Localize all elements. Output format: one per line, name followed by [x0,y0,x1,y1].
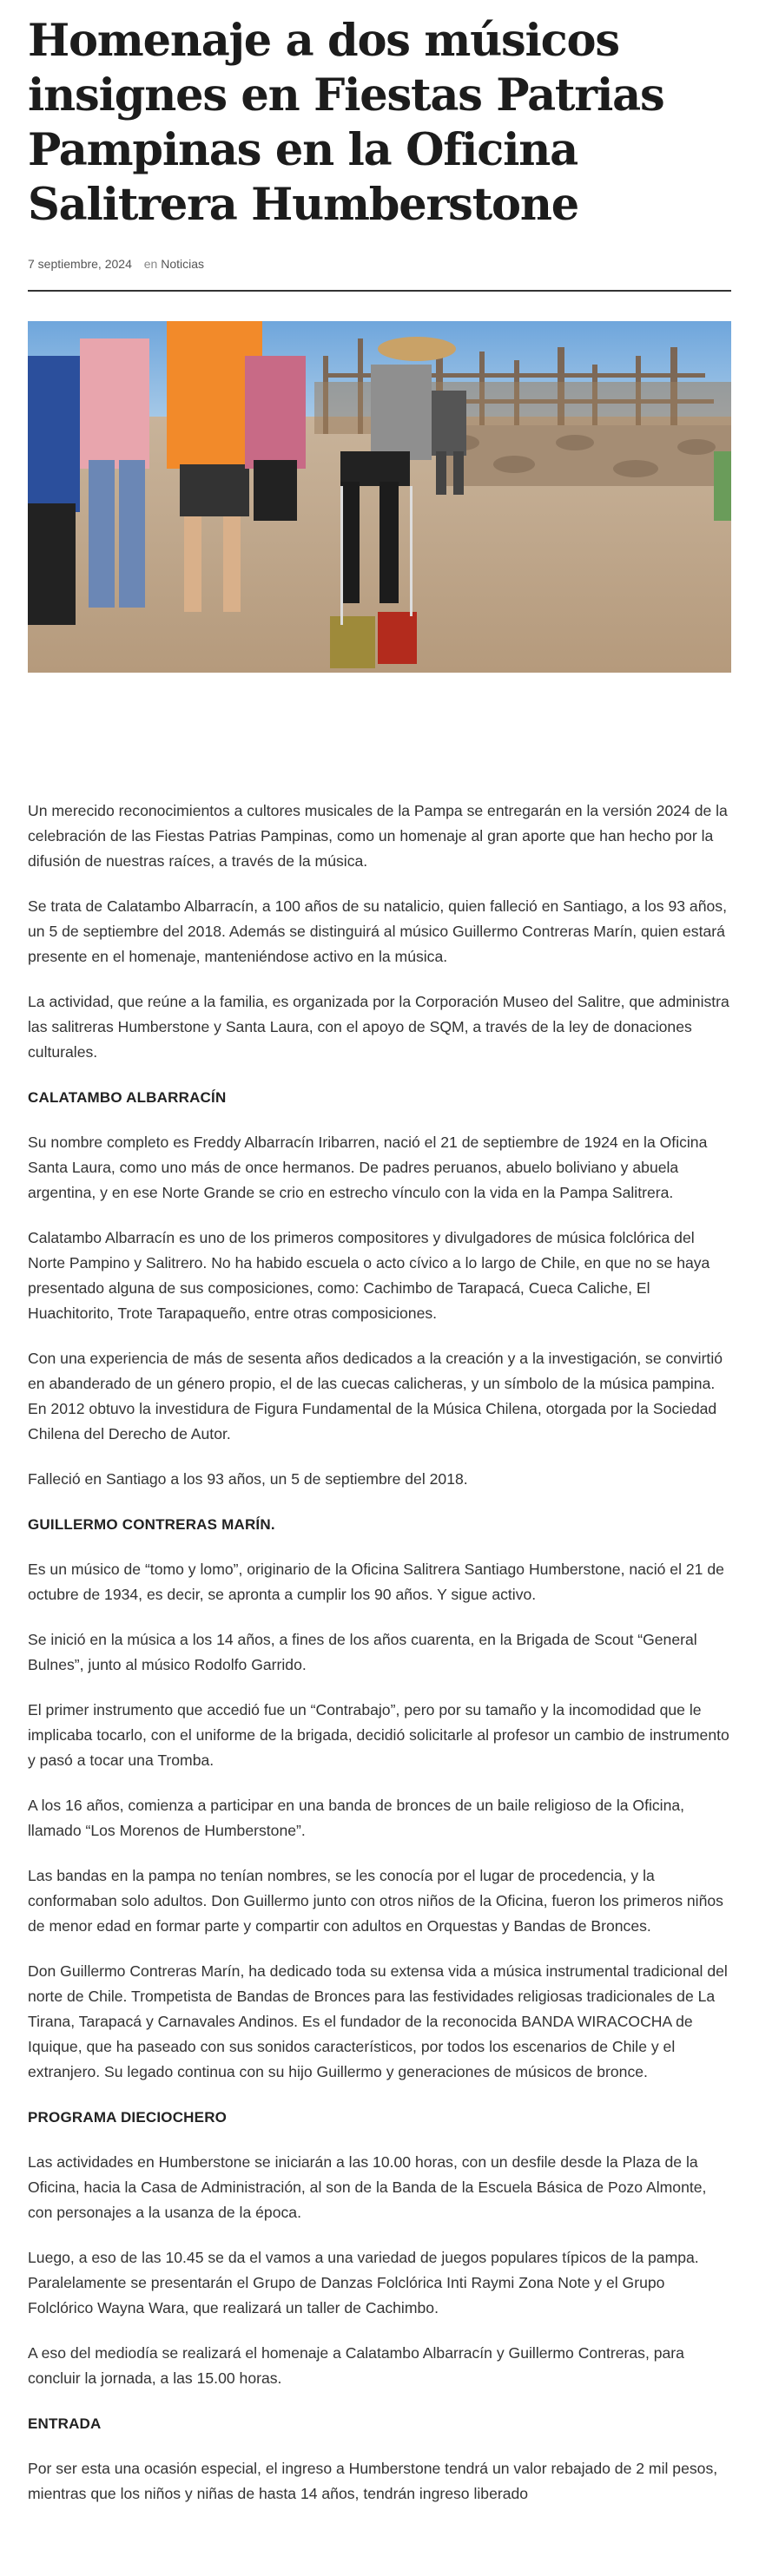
article-paragraph: Calatambo Albarracín es uno de los primeros compositores y divulgadores de música folclórica del Norte Pampino y Salitrero. No ha habido escuela o acto cívico a lo largo de Chile, en que no se haya presentado alguna de sus composiciones, como: Cachimbo de Tarapacá, Cueca Caliche, El Huachitorito, Trote Tarapaqueño, entre otras composiciones. [28,1229,710,1322]
article-paragraph: Es un músico de “tomo y lomo”, originario de la Oficina Salitrera Santiago Humberstone, nació el 21 de octubre de 1934, es decir, se apronta a cumplir los 90 años. Y sigue activo. [28,1561,724,1603]
article-paragraph: A los 16 años, comienza a participar en una banda de bronces de un baile religioso de la Oficina, llamado “Los Morenos de Humberstone”. [28,1797,685,1839]
category-link[interactable]: Noticias [161,257,205,271]
article-paragraph: Las bandas en la pampa no tenían nombres, se les conocía por el lugar de procedencia, y la conformaban solo adultos. Don Guillermo junto con otros niños de la Oficina, fueron los primeros niños de menor edad en formar parte y compartir con adultos en Orquestas y Bandas de Bronces. [28,1867,723,1935]
article-date: 7 septiembre, 2024 [28,257,132,271]
article-paragraph: Las actividades en Humberstone se iniciarán a las 10.00 horas, con un desfile desde la Plaza de la Oficina, hacia la Casa de Administración, al son de la Banda de la Escuela Básica de Pozo Almonte, con personajes a la usanza de la época. [28,2153,707,2221]
section-heading: ENTRADA [28,2415,102,2432]
article-paragraph: Su nombre completo es Freddy Albarracín Iribarren, nació el 21 de septiembre de 1924 en la Oficina Santa Laura, como uno más de once hermanos. De padres peruanos, abuelo boliviano y abuela argentina, y en ese Norte Grande se crio en estrecho vínculo con la vida en la Pampa Salitrera. [28,1134,708,1201]
article-paragraph: Con una experiencia de más de sesenta años dedicados a la creación y a la investigación, se convirtió en abanderado de un género propio, el de las cuecas calicheras, y un símbolo de la música pampina. En 2012 obtuvo la investidura de Figura Fundamental de la Música Chilena, otorgada por la Sociedad Chilena del Derecho de Autor. [28,1350,723,1442]
section-heading: GUILLERMO CONTRERAS MARÍN. [28,1516,275,1533]
article-paragraph: El primer instrumento que accedió fue un “Contrabajo”, pero por su tamaño y la incomodidad que le implicaba tocarlo, con el uniforme de la brigada, decidió solicitarle al profesor un cambio de instrumento y pasó a tocar una Tromba. [28,1701,729,1769]
featured-image-illustration [28,321,731,673]
title-divider [28,290,731,292]
section-heading: CALATAMBO ALBARRACÍN [28,1089,227,1106]
category-prefix: en [143,257,158,271]
article-page [28,0,731,2527]
article-title: Homenaje a dos músicos insignes en Fiestas Patrias Pampinas en la Oficina Salitrera Humberstone [28,15,664,231]
article-paragraph: Se inició en la música a los 14 años, a fines de los años cuarenta, en la Brigada de Scout “General Bulnes”, junto al músico Rodolfo Garrido. [28,1631,697,1673]
article-body [28,798,731,2507]
article-paragraph: Don Guillermo Contreras Marín, ha dedicado toda su extensa vida a música instrumental tradicional del norte de Chile. Trompetista de Bandas de Bronces para las festividades religiosas tradicionales de La Tirana, Tarapacá y Carnavales Andinos. Es el fundador de la reconocida BANDA WIRACOCHA de Iquique, que ha paseado con sus sonidos característicos, por todos los escenarios de Chile y el extranjero. Su legado continua con su hijo Guillermo y generaciones de músicos de bronce. [28,1962,728,2080]
article-paragraph: Falleció en Santiago a los 93 años, un 5 de septiembre del 2018. [28,1470,468,1488]
article-paragraph: La actividad, que reúne a la familia, es organizada por la Corporación Museo del Salitre, que administra las salitreras Humberstone y Santa Laura, con el apoyo de SQM, a través de la ley de donaciones culturales. [28,993,729,1061]
featured-image [28,321,731,673]
article-paragraph: Por ser esta una ocasión especial, el ingreso a Humberstone tendrá un valor rebajado de 2 mil pesos, mientras que los niños y niñas de hasta 14 años, tendrán ingreso liberado [28,2460,718,2502]
article-paragraph: A eso del mediodía se realizará el homenaje a Calatambo Albarracín y Guillermo Contreras, para concluir la jornada, a las 15.00 horas. [28,2344,684,2387]
article-paragraph: Se trata de Calatambo Albarracín, a 100 años de su natalicio, quien falleció en Santiago, a los 93 años, un 5 de septiembre del 2018. Además se distinguirá al músico Guillermo Contreras Marín, quien estará presente en el homenaje, manteniéndose activo en la música. [28,897,727,965]
article-paragraph: Un merecido reconocimientos a cultores musicales de la Pampa se entregarán en la versión 2024 de la celebración de las Fiestas Patrias Pampinas, como un homenaje al gran aporte que han hecho por la difusión de nuestras raíces, a través de la música. [28,802,728,870]
section-heading: PROGRAMA DIECIOCHERO [28,2109,228,2126]
article-meta [28,255,731,273]
article-paragraph: Luego, a eso de las 10.45 se da el vamos a una variedad de juegos populares típicos de la pampa. Paralelamente se presentarán el Grupo de Danzas Folclórica Inti Raymi Zona Note y el Grupo Folclórico Wayna Wara, que realizará un taller de Cachimbo. [28,2249,699,2316]
